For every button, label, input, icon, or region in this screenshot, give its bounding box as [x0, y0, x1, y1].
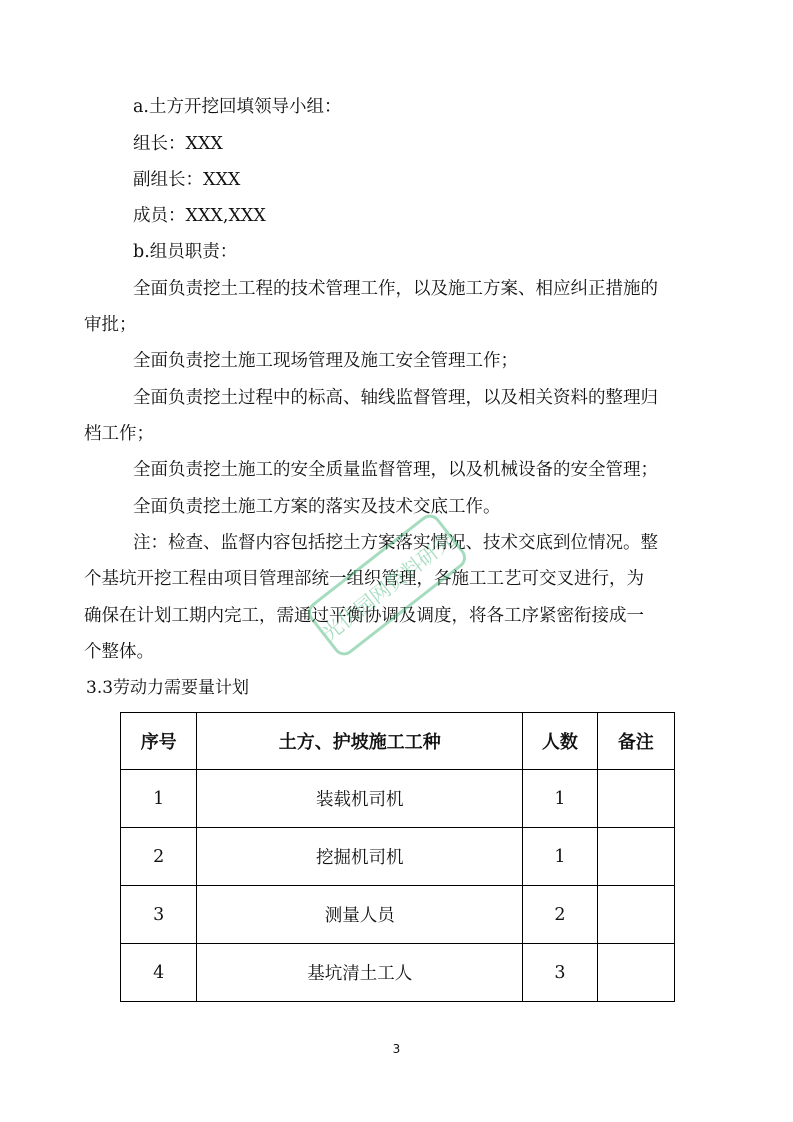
duty-1-line-2: 审批； [84, 315, 137, 335]
table-row [121, 770, 675, 828]
row-no: 1 [121, 770, 197, 828]
duty-2: 全面负责挖土施工现场管理及施工安全管理工作； [133, 351, 518, 371]
table-row [121, 828, 675, 886]
page-number: 3 [392, 1042, 401, 1056]
table-header-row [121, 713, 675, 770]
row-work-type: 装载机司机 [197, 770, 523, 828]
group-leader: 组长：XXX [133, 134, 223, 154]
group-members: 成员：XXX,XXX [133, 206, 266, 226]
row-note [597, 886, 674, 944]
duty-1-line-1: 全面负责挖土工程的技术管理工作，以及施工方案、相应纠正措施的 [133, 279, 658, 299]
header-note: 备注 [597, 713, 674, 770]
row-count: 1 [523, 828, 597, 886]
duty-3-line-2: 档工作； [84, 424, 154, 444]
duty-3-line-1: 全面负责挖土过程中的标高、轴线监督管理，以及相关资料的整理归 [133, 388, 658, 408]
note-line-3: 确保在计划工期内完工，需通过平衡协调及调度，将各工序紧密衔接成一 [84, 606, 644, 626]
row-work-type: 测量人员 [197, 886, 523, 944]
row-note [597, 828, 674, 886]
labor-plan-heading: 3.3劳动力需要量计划 [86, 678, 250, 698]
row-count: 2 [523, 886, 597, 944]
deputy-leader: 副组长：XXX [133, 170, 241, 190]
row-work-type: 基坑清土工人 [197, 944, 523, 1002]
row-count: 3 [523, 944, 597, 1002]
header-count: 人数 [523, 713, 597, 770]
header-no: 序号 [121, 713, 197, 770]
table-row [121, 944, 675, 1002]
duty-5: 全面负责挖土施工方案的落实及技术交底工作。 [133, 497, 501, 517]
row-no: 2 [121, 828, 197, 886]
header-work-type: 土方、护坡施工工种 [197, 713, 523, 770]
row-count: 1 [523, 770, 597, 828]
row-no: 4 [121, 944, 197, 1002]
row-note [597, 944, 674, 1002]
duties-title: b.组员职责： [133, 242, 238, 262]
row-no: 3 [121, 886, 197, 944]
note-line-4: 个整体。 [84, 642, 154, 662]
row-note [597, 770, 674, 828]
table-row [121, 886, 675, 944]
leadership-group-title: a.土方开挖回填领导小组： [133, 97, 342, 117]
note-line-1: 注：检查、监督内容包括挖土方案落实情况、技术交底到位情况。整 [133, 533, 658, 553]
row-work-type: 挖掘机司机 [197, 828, 523, 886]
duty-4: 全面负责挖土施工的安全质量监督管理，以及机械设备的安全管理； [133, 460, 658, 480]
labor-plan-table [120, 712, 675, 1002]
note-line-2: 个基坑开挖工程由项目管理部统一组织管理，各施工工艺可交叉进行，为 [84, 569, 644, 589]
svg-text:光伏园网资料研究: 光伏园网资料研究 [317, 527, 459, 646]
watermark-stamp-icon [272, 470, 502, 700]
